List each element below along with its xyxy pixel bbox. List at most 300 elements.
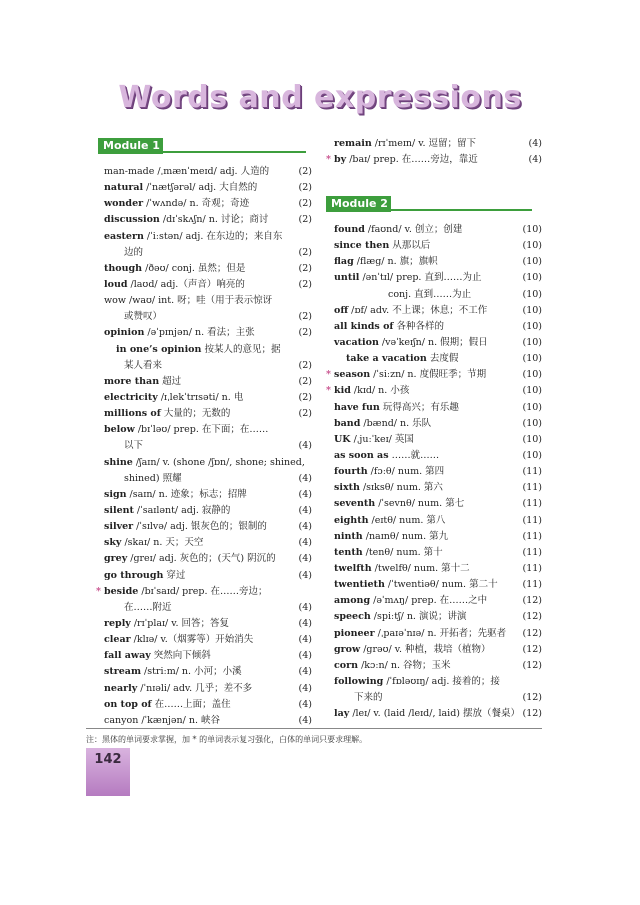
entry-text [104,180,257,196]
page-reference: (4) [298,634,312,646]
page-reference: (11) [522,530,542,542]
headword: kid [334,385,351,397]
vocabulary-entry [334,287,542,303]
vocabulary-entry [104,245,312,261]
page-reference: (2) [298,166,312,177]
entry-text [334,706,521,722]
headword: silent [104,504,134,516]
entry-definition: 各种各样的 [393,320,445,332]
module-1-rule [163,151,306,153]
headword: electricity [104,391,158,403]
entry-definition: 在……上面；盖住 [151,698,231,710]
page-reference: (4) [298,698,312,710]
headword: below [104,424,135,436]
entry-text [334,480,443,496]
page-reference: (4) [298,617,312,629]
entry-definition: /ˌjuːˈkeɪ/ 英国 [350,433,414,445]
module-2-label: Module 2 [326,196,391,212]
page-reference: (10) [522,304,542,316]
headword: on top of [104,698,152,710]
entry-definition: /ˈfɒləʊɪŋ/ adj. 接着的；接 [383,675,500,687]
vocabulary-entry [334,690,542,706]
module-1-header [98,138,312,154]
page-reference: (10) [522,449,542,461]
headword: speech [334,611,371,623]
vocabulary-entry [104,616,312,632]
vocabulary-entry [104,648,312,664]
entry-definition: 穿过 [163,569,186,581]
vocabulary-entry [104,471,312,487]
headword: lay [334,708,350,720]
entry-definition: /ˈsiːzn/ n. 度假旺季；节期 [370,369,487,381]
page-reference: (2) [298,182,312,194]
vocabulary-entry [104,293,312,309]
entry-text [104,519,267,535]
headword: among [334,595,371,607]
vocabulary-entry [104,422,312,438]
headword: grow [334,643,361,655]
page-reference: (12) [522,692,542,704]
entry-definition: /greɪ/ adj. 灰色的；(天气) 阴沉的 [127,553,276,565]
page-reference: (4) [298,553,312,565]
entry-text [334,303,487,319]
review-star-marker: * [96,585,101,597]
vocabulary-entry [104,358,312,374]
entry-text [334,674,500,690]
headword: since then [334,240,390,252]
page-reference: (10) [522,320,542,332]
entry-definition: /faʊnd/ v. 创立；创建 [364,224,463,235]
entry-text [104,584,268,600]
entry-definition: conj. 直到……为止 [388,288,472,300]
entry-definition: 大量的；无数的 [160,408,231,420]
vocabulary-entry [334,529,542,545]
page-reference: (2) [298,198,312,210]
entry-definition: 从那以后 [389,240,431,252]
headword: twentieth [334,579,385,591]
entry-definition: /sɪksθ/ num. 第六 [359,482,443,494]
entry-definition: /rɪˈmeɪn/ v. 逗留；留下 [371,138,476,149]
headword: by [334,154,347,166]
headword: go through [104,569,164,581]
page-reference: (10) [522,288,542,300]
entry-definition: 以下 [124,440,144,452]
page-reference: (12) [522,627,542,639]
module-1-word-list-continued [326,136,542,168]
vocabulary-entry [104,519,312,535]
headword: season [334,369,371,381]
entry-text [104,406,230,422]
entry-definition: /flæg/ n. 旗；旗帜 [353,256,438,268]
headword: beside [104,585,139,597]
vocabulary-entry [334,254,542,270]
vocabulary-entry [104,374,312,390]
headword: more than [104,375,160,387]
entry-text [104,713,220,729]
entry-text [104,568,185,584]
page-reference: (2) [298,246,312,258]
entry-definition: /əˈpɪnjən/ n. 看法；主张 [144,327,255,339]
entry-definition: /əˈmʌŋ/ prep. 在……之中 [370,595,488,607]
headword: have fun [334,401,380,413]
page-reference: (11) [522,482,542,494]
module-1-word-list [96,164,312,729]
entry-text [334,416,431,432]
entry-text [104,487,247,503]
vocabulary-entry [96,584,312,600]
page-reference: (4) [298,666,312,678]
headword: band [334,417,361,429]
page-title: Words and expressions [118,80,522,115]
page-reference: (12) [522,659,542,671]
page-reference: (11) [522,579,542,591]
vocabulary-entry [334,513,542,529]
page-reference: (12) [522,643,542,655]
vocabulary-entry [104,406,312,422]
vocabulary-entry [334,496,542,512]
headword: following [334,675,384,687]
vocabulary-entry [334,222,542,238]
entry-definition: /vəˈkeɪʃn/ n. 假期；假日 [378,336,488,348]
entry-text [104,503,230,519]
headword: seventh [334,498,376,510]
entry-text [124,600,172,616]
vocabulary-entry [104,713,312,729]
headword: silver [104,521,134,533]
entry-text [116,342,280,358]
headword: grey [104,553,128,565]
entry-text [388,287,471,303]
entry-definition: /naɪnθ/ num. 第九 [362,530,449,542]
entry-text [104,277,245,293]
entry-definition: /ˈnɪəli/ adv. 几乎；差不多 [137,682,253,694]
page-reference: (12) [522,595,542,607]
page-reference: (10) [522,401,542,413]
entry-definition: wow /waʊ/ int. 呀；哇（用于表示惊讶 [104,295,273,307]
vocabulary-entry [334,319,542,335]
page-reference: (4) [298,650,312,662]
page-reference: (4) [298,440,312,452]
headword: millions of [104,408,161,420]
entry-definition: /bænd/ n. 乐队 [360,417,432,429]
headword: eighth [334,514,369,526]
entry-text [104,616,229,632]
footnote: 注：黑体的单词要求掌握，加 * 的单词表示复习强化，白体的单词只要求理解。 [86,735,368,744]
vocabulary-entry [334,136,542,152]
entry-text [334,432,414,448]
headword: loud [104,278,128,290]
entry-text [104,164,269,180]
vocabulary-entry [334,609,542,625]
headword: in one’s opinion [116,343,202,355]
page-reference: (4) [298,601,312,613]
entry-definition: /kɪd/ n. 小孩 [350,385,410,397]
headword: sign [104,488,127,500]
entry-definition: /ˈnætʃərəl/ adj. 大自然的 [143,182,258,194]
headword: ninth [334,530,363,542]
vocabulary-entry [334,303,542,319]
entry-definition: /baɪ/ prep. 在……旁边，靠近 [346,154,478,166]
entry-definition: 玩得高兴；有乐趣 [379,401,459,413]
headword: discussion [104,214,160,226]
vocabulary-entry [104,390,312,406]
entry-definition: 某人看来 [124,359,163,371]
page-reference: (2) [298,278,312,290]
entry-text [104,196,249,212]
headword: twelfth [334,562,372,574]
entry-text [334,545,443,561]
vocabulary-entry [326,367,542,383]
headword: sixth [334,482,360,494]
headword: nearly [104,682,138,694]
vocabulary-entry [334,400,542,416]
vocabulary-entry [334,448,542,464]
entry-text [104,664,242,680]
headword: sky [104,537,122,549]
entry-definition: /twelfθ/ num. 第十二 [371,562,470,574]
headword: UK [334,433,351,445]
headword: tenth [334,546,363,558]
entry-definition: /fɔːθ/ num. 第四 [367,466,445,478]
vocabulary-entry [104,212,312,228]
entry-text [104,212,268,228]
vocabulary-entry [326,383,542,399]
entry-definition: /leɪ/ v. (laid /leɪd/, laid) 摆放（餐桌） [349,708,521,720]
page-reference: (10) [522,353,542,365]
headword: all kinds of [334,320,394,332]
entry-definition: /saɪn/ n. 迹象；标志；招牌 [126,488,247,500]
module-2-word-list [326,222,542,722]
entry-definition: /ənˈtɪl/ prep. 直到……为止 [359,272,482,284]
entry-text [104,551,276,567]
headword: natural [104,182,144,194]
vocabulary-entry [104,503,312,519]
entry-definition: 边的 [124,246,144,258]
entry-text [334,383,409,399]
page-reference: (10) [522,224,542,235]
entry-text [104,390,243,406]
entry-definition: /tenθ/ num. 第十 [362,546,443,558]
entry-definition: 按某人的意见；据 [201,343,281,355]
page-reference: (4) [528,154,542,166]
entry-definition: /bɪˈsaɪd/ prep. 在……旁边； [138,585,268,597]
vocabulary-entry [334,545,542,561]
entry-definition: man-made /ˌmænˈmeɪd/ adj. 人造的 [104,166,270,177]
headword: eastern [104,230,144,242]
vocabulary-entry [334,270,542,286]
entry-definition: /grəʊ/ v. 种植，栽培（植物） [360,643,491,655]
headword: pioneer [334,627,375,639]
page-reference: (4) [528,138,542,149]
vocabulary-entry [104,600,312,616]
entry-text [104,422,268,438]
page-reference: (10) [522,417,542,429]
vocabulary-entry [104,551,312,567]
entry-text [334,400,459,416]
headword: flag [334,256,354,268]
page-reference: (2) [298,375,312,387]
entry-text [124,471,182,487]
vocabulary-entry [334,577,542,593]
page-reference: (2) [298,262,312,274]
entry-definition: /spiːtʃ/ n. 演说；讲演 [370,611,467,623]
entry-definition: shined) 照耀 [124,472,182,484]
page-reference: (10) [522,272,542,284]
entry-text [334,642,491,658]
entry-text [104,632,253,648]
entry-definition: 在……附近 [124,601,172,613]
page-reference: (4) [298,569,312,581]
headword: opinion [104,327,145,339]
entry-definition: /ˈsevnθ/ num. 第七 [375,498,465,510]
page-reference: (12) [522,611,542,623]
entry-text [334,658,451,674]
page-reference: (4) [298,472,312,484]
entry-definition: /striːm/ n. 小河；小溪 [141,666,242,678]
vocabulary-entry [104,325,312,341]
page-reference: (10) [522,336,542,348]
entry-text [124,309,162,325]
page-reference: (2) [298,359,312,371]
entry-definition: /skaɪ/ n. 天；天空 [121,537,204,549]
headword: corn [334,659,359,671]
entry-text [334,238,430,254]
entry-text [104,535,203,551]
vocabulary-entry [104,535,312,551]
entry-definition: /dɪˈskʌʃn/ n. 讨论；商讨 [159,214,269,226]
entry-definition: /ɪˌlekˈtrɪsəti/ n. 电 [157,391,244,403]
entry-definition: 或赞叹） [124,311,163,323]
entry-text [104,648,211,664]
page-reference: (2) [298,327,312,339]
headword: wonder [104,198,144,210]
entry-definition: 下来的 [354,692,383,704]
entry-text [104,455,305,471]
entry-definition: /bɪˈləʊ/ prep. 在下面；在…… [134,424,269,436]
vocabulary-entry [334,626,542,642]
entry-text [334,152,478,168]
entry-text [334,513,445,529]
entry-text [334,319,444,335]
headword: fourth [334,466,368,478]
vocabulary-entry [104,342,312,358]
entry-text [334,577,498,593]
entry-definition: canyon /ˈkænjən/ n. 峡谷 [104,714,221,726]
headword: take a vacation [346,353,427,365]
entry-text [104,374,181,390]
entry-definition: /ˈsɪlvə/ adj. 银灰色的；银制的 [133,521,267,533]
vocabulary-entry [334,464,542,480]
entry-definition: ……就…… [388,449,440,461]
vocabulary-entry [104,632,312,648]
entry-definition: 超过 [159,375,182,387]
vocabulary-entry [334,351,542,367]
page-reference: (2) [298,214,312,226]
page-reference: (12) [522,708,542,720]
entry-text [104,325,255,341]
module-2-header [326,196,542,212]
review-star-marker: * [326,369,331,381]
page-reference: (4) [298,537,312,549]
vocabulary-entry [104,309,312,325]
entry-text [104,261,245,277]
entry-definition: /ɒf/ adv. 不上课；休息；不工作 [348,304,488,316]
headword: though [104,262,143,274]
entry-definition: /eɪtθ/ num. 第八 [368,514,446,526]
module-1-label: Module 1 [98,138,163,154]
entry-text [124,358,162,374]
entry-text [334,464,444,480]
footnote-rule [86,728,542,729]
page-reference: (4) [298,504,312,516]
page-reference: (11) [522,546,542,558]
headword: until [334,272,360,284]
page-number-tab [86,748,130,796]
vocabulary-entry [334,480,542,496]
review-star-marker: * [326,154,331,166]
vocabulary-entry [334,416,542,432]
vocabulary-entry [104,664,312,680]
vocabulary-entry [104,164,312,180]
headword: stream [104,666,141,678]
entry-text [334,609,466,625]
headword: reply [104,617,131,629]
vocabulary-entry [334,674,542,690]
entry-definition: /ˈiːstən/ adj. 在东边的；来自东 [143,230,283,242]
page-reference: (10) [522,256,542,268]
vocabulary-entry [104,196,312,212]
page-reference: (11) [522,514,542,526]
page-reference: (11) [522,562,542,574]
entry-definition: /laʊd/ adj.（声音）响亮的 [127,278,245,290]
headword: vacation [334,336,379,348]
vocabulary-entry [104,229,312,245]
entry-definition: /ˈwʌndə/ n. 奇观；奇迹 [143,198,250,210]
vocabulary-entry [104,568,312,584]
entry-text [334,222,462,238]
vocabulary-entry [334,432,542,448]
vocabulary-entry [104,277,312,293]
entry-text [354,690,383,706]
vocabulary-entry [334,238,542,254]
vocabulary-entry [334,561,542,577]
page-reference: (4) [298,682,312,694]
entry-text [104,681,252,697]
vocabulary-entry [334,335,542,351]
entry-text [334,270,481,286]
vocabulary-entry [104,438,312,454]
vocabulary-entry [334,706,542,722]
entry-text [334,529,448,545]
entry-text [334,254,438,270]
entry-text [334,136,476,152]
page-reference: (4) [298,714,312,726]
headword: off [334,304,349,316]
entry-text [334,593,487,609]
vocabulary-entry [104,261,312,277]
vocabulary-entry [104,681,312,697]
entry-definition: /ˈsaɪlənt/ adj. 寂静的 [133,504,231,516]
page-reference: (10) [522,240,542,252]
entry-definition: /kɔːn/ n. 谷物；玉米 [358,659,451,671]
vocabulary-entry [104,180,312,196]
vocabulary-entry [334,593,542,609]
page-number: 142 [94,752,122,767]
entry-definition: /ðəʊ/ conj. 虽然；但是 [142,262,246,274]
entry-text [346,351,458,367]
entry-text [104,229,282,245]
review-star-marker: * [326,385,331,397]
